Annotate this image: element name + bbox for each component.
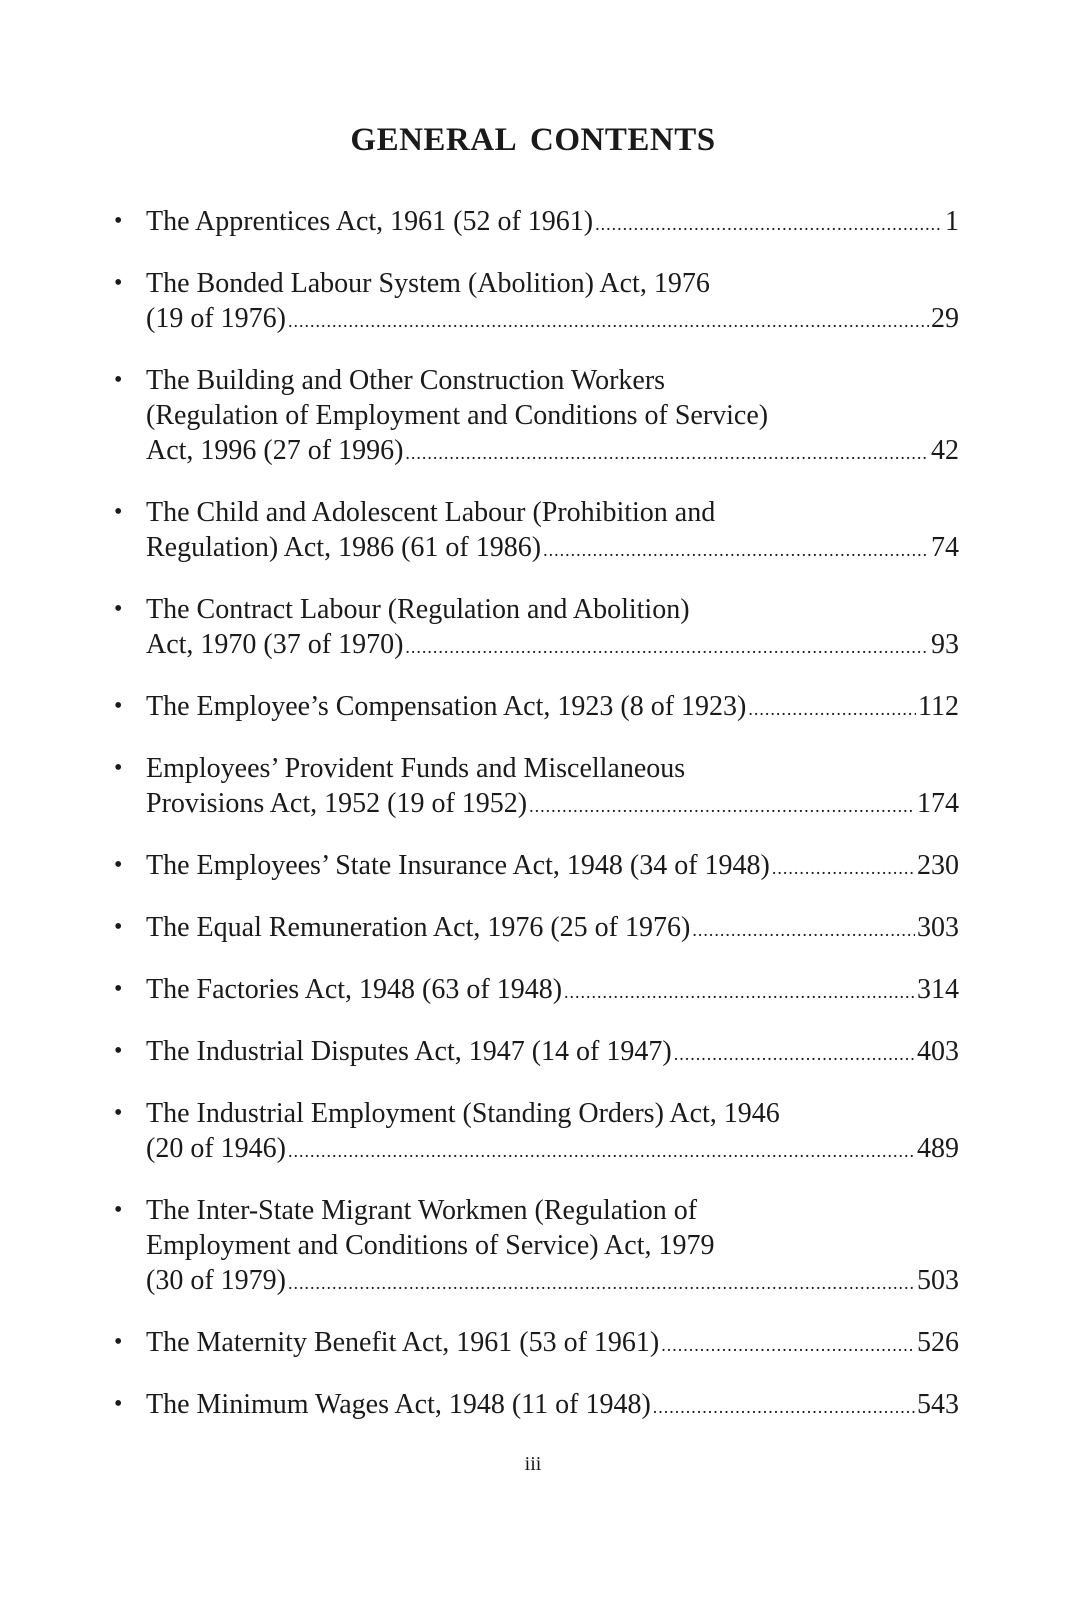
toc-entry-line: The Industrial Disputes Act, 1947 (14 of 1947) [146,1036,672,1067]
bullet-icon: • [114,270,123,296]
dot-leader [772,851,915,886]
toc-entry-line: The Employees’ State Insurance Act, 1948 (34 of 1948) [146,850,770,881]
toc-entry [114,1193,959,1301]
toc-entry-last-line [146,848,959,886]
toc-entry-last-line [146,689,959,727]
toc-entry-line: Act, 1996 (27 of 1996) [146,435,404,466]
toc-entry-line: The Inter-State Migrant Workmen (Regulation of [146,1195,698,1226]
bullet-icon: • [114,367,123,393]
toc-entry [114,1096,959,1169]
bullet-icon: • [114,208,123,234]
toc-entry-line: The Contract Labour (Regulation and Abolition) [146,594,690,625]
dot-leader [529,789,915,824]
dot-leader [653,1390,915,1425]
toc-entry [114,204,959,242]
dot-leader [674,1037,915,1072]
toc-page-number: 42 [931,435,959,466]
toc-entry-line: (19 of 1976) [146,303,286,334]
toc-entry [114,910,959,948]
dot-leader [748,692,916,727]
toc-entry [114,592,959,665]
bullet-icon: • [114,1038,123,1064]
toc-entry [114,1325,959,1363]
toc-entry [114,1034,959,1072]
bullet-icon: • [114,596,123,622]
page-title: GENERAL CONTENTS [350,122,716,158]
toc-page-number: 543 [917,1389,959,1420]
toc-entry-last-line [146,1034,959,1072]
toc-entry [114,1387,959,1425]
dot-leader [288,1266,915,1301]
toc-entry-last-line [146,301,959,339]
toc-entry-line: The Minimum Wages Act, 1948 (11 of 1948) [146,1389,651,1420]
toc-page-number: 29 [931,303,959,334]
dot-leader [405,630,929,665]
toc-entry [114,972,959,1010]
dot-leader [405,436,929,471]
bullet-icon: • [114,1197,123,1223]
toc-page-number: 112 [918,691,959,722]
dot-leader [288,1134,915,1169]
toc-entry-last-line [146,910,959,948]
bullet-icon: • [114,1100,123,1126]
toc-entry-last-line [146,972,959,1010]
toc-entry-line: (Regulation of Employment and Conditions of Service) [146,400,769,431]
bullet-icon: • [114,914,123,940]
toc-entry-line: (20 of 1946) [146,1133,286,1164]
toc-page-number: 489 [917,1133,959,1164]
toc-entry [114,495,959,568]
toc-page-number: 74 [931,532,959,563]
dot-leader [692,913,915,948]
toc-entry-line: Employees’ Provident Funds and Miscellaneous [146,753,686,784]
toc-entry-line: The Employee’s Compensation Act, 1923 (8 of 1923) [146,691,747,722]
dot-leader [564,975,915,1010]
toc-entry-last-line [146,530,959,568]
toc-entry-line: (30 of 1979) [146,1265,286,1296]
toc-entry-line: The Bonded Labour System (Abolition) Act, 1976 [146,268,710,299]
dot-leader [543,533,929,568]
page-number: iii [524,1453,542,1475]
toc-page-number: 526 [917,1327,959,1358]
toc-entry-line: The Child and Adolescent Labour (Prohibition and [146,497,716,528]
bullet-icon: • [114,1329,123,1355]
toc-entry-line: The Industrial Employment (Standing Orders) Act, 1946 [146,1098,780,1129]
toc-entry-line: Provisions Act, 1952 (19 of 1952) [146,788,528,819]
bullet-icon: • [114,499,123,525]
toc-page-number: 174 [917,788,959,819]
dot-leader [595,207,943,242]
toc-entry-line: Act, 1970 (37 of 1970) [146,629,404,660]
toc-entry-line: The Building and Other Construction Workers [146,365,666,396]
toc-entry [114,363,959,471]
toc-entry [114,266,959,339]
toc-entry-last-line [146,1131,959,1169]
bullet-icon: • [114,976,123,1002]
toc-page-number: 403 [917,1036,959,1067]
bullet-icon: • [114,693,123,719]
toc-page-number: 1 [945,206,959,237]
bullet-icon: • [114,755,123,781]
dot-leader [288,304,929,339]
toc-page-number: 314 [917,974,959,1005]
toc-page-number: 230 [917,850,959,881]
toc-entry-last-line [146,1263,959,1301]
toc-entry [114,848,959,886]
bullet-icon: • [114,852,123,878]
toc-page-number: 93 [931,629,959,660]
toc-entry-line: The Apprentices Act, 1961 (52 of 1961) [146,206,594,237]
toc-page-number: 303 [917,912,959,943]
dot-leader [661,1328,915,1363]
toc-page-number: 503 [917,1265,959,1296]
toc-entry-last-line [146,627,959,665]
toc-entry-line: Employment and Conditions of Service) Act, 1979 [146,1230,715,1261]
toc-entry-last-line [146,204,959,242]
toc-entry-last-line [146,1387,959,1425]
toc-entry-line: The Maternity Benefit Act, 1961 (53 of 1961) [146,1327,660,1358]
toc-entry-last-line [146,1325,959,1363]
toc-entry-line: Regulation) Act, 1986 (61 of 1986) [146,532,542,563]
toc-entry-last-line [146,786,959,824]
toc-entry [114,751,959,824]
table-of-contents [114,204,959,1449]
toc-entry-line: The Factories Act, 1948 (63 of 1948) [146,974,563,1005]
bullet-icon: • [114,1391,123,1417]
toc-entry-line: The Equal Remuneration Act, 1976 (25 of 1976) [146,912,691,943]
toc-entry-last-line [146,433,959,471]
toc-entry [114,689,959,727]
